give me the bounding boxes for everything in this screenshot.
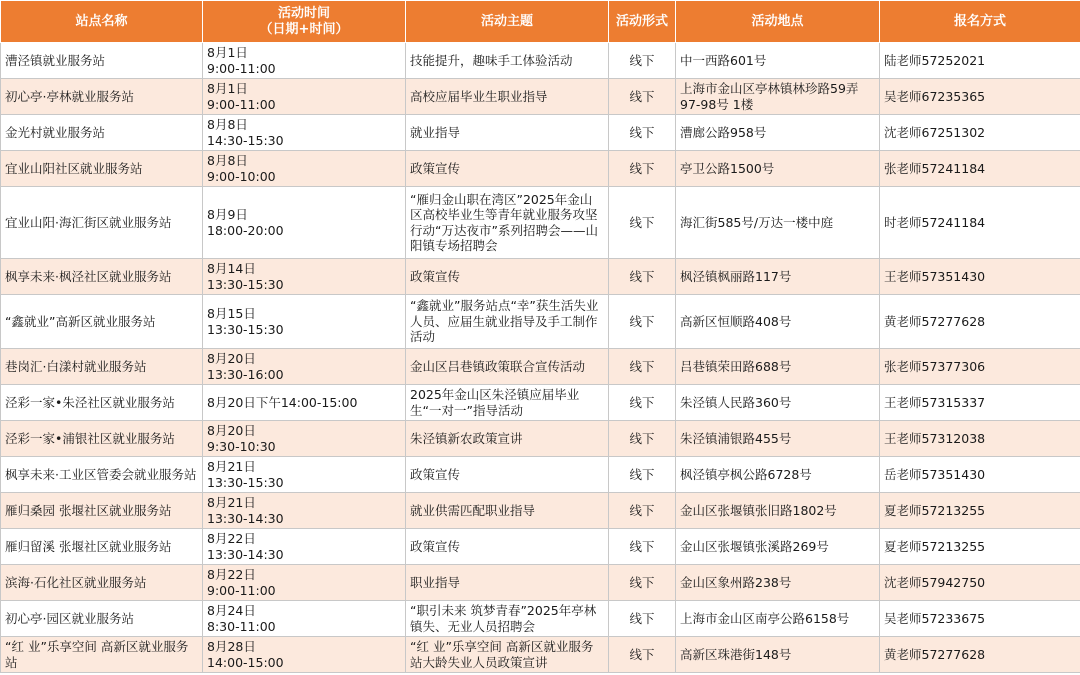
table-row xyxy=(1,565,1080,601)
registration-cell: 王老师57315337 xyxy=(880,385,1080,421)
table-row xyxy=(1,385,1080,421)
activity-location-cell: 吕巷镇荣田路688号 xyxy=(676,349,880,385)
activity-theme-cell: 就业供需匹配职业指导 xyxy=(406,493,609,529)
activity-time-cell: 8月20日 9:30-10:30 xyxy=(203,421,406,457)
station-name-cell: 雁归桑园 张堰社区就业服务站 xyxy=(1,493,203,529)
table-row xyxy=(1,637,1080,673)
activity-time-cell: 8月24日 8:30-11:00 xyxy=(203,601,406,637)
activity-location-cell: 金山区张堰镇张溪路269号 xyxy=(676,529,880,565)
station-name-cell: 枫享未来·工业区管委会就业服务站 xyxy=(1,457,203,493)
activity-location-cell: 海汇街585号/万达一楼中庭 xyxy=(676,187,880,259)
activity-time-cell: 8月8日 14:30-15:30 xyxy=(203,115,406,151)
station-name-cell: 宜业山阳·海汇街区就业服务站 xyxy=(1,187,203,259)
activity-time-cell: 8月14日 13:30-15:30 xyxy=(203,259,406,295)
activity-location-cell: 上海市金山区南亭公路6158号 xyxy=(676,601,880,637)
registration-cell: 吴老师57233675 xyxy=(880,601,1080,637)
activity-format-cell: 线下 xyxy=(609,385,676,421)
activity-format-cell: 线下 xyxy=(609,637,676,673)
registration-cell: 吴老师67235365 xyxy=(880,79,1080,115)
activity-theme-cell: 金山区吕巷镇政策联合宣传活动 xyxy=(406,349,609,385)
station-name-cell: 枫享未来·枫泾社区就业服务站 xyxy=(1,259,203,295)
table-row xyxy=(1,493,1080,529)
header-activity-theme: 活动主题 xyxy=(406,1,609,43)
station-name-cell: 滨海·石化社区就业服务站 xyxy=(1,565,203,601)
activity-format-cell: 线下 xyxy=(609,259,676,295)
activity-format-cell: 线下 xyxy=(609,43,676,79)
activity-format-cell: 线下 xyxy=(609,457,676,493)
activity-format-cell: 线下 xyxy=(609,529,676,565)
registration-cell: 张老师57241184 xyxy=(880,151,1080,187)
registration-cell: 夏老师57213255 xyxy=(880,493,1080,529)
registration-cell: 王老师57312038 xyxy=(880,421,1080,457)
activity-location-cell: 高新区珠港街148号 xyxy=(676,637,880,673)
activity-theme-cell: “职引未来 筑梦青春”2025年亭林镇失、无业人员招聘会 xyxy=(406,601,609,637)
activity-time-cell: 8月21日 13:30-15:30 xyxy=(203,457,406,493)
station-name-cell: 泾彩一家•朱泾社区就业服务站 xyxy=(1,385,203,421)
activity-location-cell: 高新区恒顺路408号 xyxy=(676,295,880,349)
activity-location-cell: 金山区象州路238号 xyxy=(676,565,880,601)
header-activity-time: 活动时间 （日期+时间） xyxy=(203,1,406,43)
activity-time-cell: 8月8日 9:00-10:00 xyxy=(203,151,406,187)
registration-cell: 张老师57377306 xyxy=(880,349,1080,385)
registration-cell: 沈老师57942750 xyxy=(880,565,1080,601)
activity-time-cell: 8月15日 13:30-15:30 xyxy=(203,295,406,349)
activity-time-cell: 8月22日 13:30-14:30 xyxy=(203,529,406,565)
station-name-cell: 泾彩一家•浦银社区就业服务站 xyxy=(1,421,203,457)
activity-location-cell: 朱泾镇浦银路455号 xyxy=(676,421,880,457)
activity-theme-cell: 2025年金山区朱泾镇应届毕业生“一对一”指导活动 xyxy=(406,385,609,421)
table-header-row xyxy=(1,1,1080,43)
table-body xyxy=(1,43,1080,673)
activity-location-cell: 亭卫公路1500号 xyxy=(676,151,880,187)
activity-format-cell: 线下 xyxy=(609,421,676,457)
activity-time-cell: 8月22日 9:00-11:00 xyxy=(203,565,406,601)
activity-format-cell: 线下 xyxy=(609,295,676,349)
table-row xyxy=(1,421,1080,457)
activity-format-cell: 线下 xyxy=(609,187,676,259)
table-row xyxy=(1,151,1080,187)
registration-cell: 沈老师67251302 xyxy=(880,115,1080,151)
activity-location-cell: 上海市金山区亭林镇林珍路59弄97-98号 1楼 xyxy=(676,79,880,115)
activity-theme-cell: “雁归金山职在湾区”2025年金山区高校毕业生等青年就业服务攻坚行动“万达夜市”系列招聘会——山阳镇专场招聘会 xyxy=(406,187,609,259)
activity-time-cell: 8月21日 13:30-14:30 xyxy=(203,493,406,529)
header-activity-format: 活动形式 xyxy=(609,1,676,43)
activity-theme-cell: 高校应届毕业生职业指导 xyxy=(406,79,609,115)
activity-theme-cell: 技能提升，趣味手工体验活动 xyxy=(406,43,609,79)
activity-theme-cell: 职业指导 xyxy=(406,565,609,601)
activity-format-cell: 线下 xyxy=(609,601,676,637)
activity-location-cell: 枫泾镇枫丽路117号 xyxy=(676,259,880,295)
station-name-cell: 雁归留溪 张堰社区就业服务站 xyxy=(1,529,203,565)
table-row xyxy=(1,43,1080,79)
registration-cell: 岳老师57351430 xyxy=(880,457,1080,493)
activity-format-cell: 线下 xyxy=(609,349,676,385)
activity-time-cell: 8月28日 14:00-15:00 xyxy=(203,637,406,673)
table-row xyxy=(1,349,1080,385)
activity-time-cell: 8月9日 18:00-20:00 xyxy=(203,187,406,259)
activity-location-cell: 枫泾镇亭枫公路6728号 xyxy=(676,457,880,493)
activity-format-cell: 线下 xyxy=(609,151,676,187)
registration-cell: 陆老师57252021 xyxy=(880,43,1080,79)
activity-location-cell: 朱泾镇人民路360号 xyxy=(676,385,880,421)
activity-format-cell: 线下 xyxy=(609,79,676,115)
header-station-name: 站点名称 xyxy=(1,1,203,43)
activity-format-cell: 线下 xyxy=(609,115,676,151)
station-name-cell: 初心亭·园区就业服务站 xyxy=(1,601,203,637)
table-row xyxy=(1,601,1080,637)
station-name-cell: 漕泾镇就业服务站 xyxy=(1,43,203,79)
station-name-cell: “红 业”乐享空间 高新区就业服务站 xyxy=(1,637,203,673)
activity-location-cell: 金山区张堰镇张旧路1802号 xyxy=(676,493,880,529)
activity-time-cell: 8月1日 9:00-11:00 xyxy=(203,79,406,115)
activity-time-cell: 8月1日 9:00-11:00 xyxy=(203,43,406,79)
registration-cell: 黄老师57277628 xyxy=(880,637,1080,673)
activity-format-cell: 线下 xyxy=(609,493,676,529)
table-row xyxy=(1,295,1080,349)
registration-cell: 时老师57241184 xyxy=(880,187,1080,259)
registration-cell: 王老师57351430 xyxy=(880,259,1080,295)
header-activity-location: 活动地点 xyxy=(676,1,880,43)
station-name-cell: “鑫就业”高新区就业服务站 xyxy=(1,295,203,349)
registration-cell: 黄老师57277628 xyxy=(880,295,1080,349)
station-name-cell: 金光村就业服务站 xyxy=(1,115,203,151)
table-row xyxy=(1,115,1080,151)
activity-theme-cell: “红 业”乐享空间 高新区就业服务站大龄失业人员政策宣讲 xyxy=(406,637,609,673)
table-row xyxy=(1,457,1080,493)
header-registration: 报名方式 xyxy=(880,1,1080,43)
activity-format-cell: 线下 xyxy=(609,565,676,601)
activity-theme-cell: 政策宣传 xyxy=(406,259,609,295)
activity-time-cell: 8月20日下午14:00-15:00 xyxy=(203,385,406,421)
activity-theme-cell: 朱泾镇新农政策宣讲 xyxy=(406,421,609,457)
table-row xyxy=(1,529,1080,565)
table-row xyxy=(1,79,1080,115)
station-name-cell: 宜业山阳社区就业服务站 xyxy=(1,151,203,187)
table-row xyxy=(1,259,1080,295)
activity-location-cell: 漕廊公路958号 xyxy=(676,115,880,151)
activity-time-cell: 8月20日 13:30-16:00 xyxy=(203,349,406,385)
station-name-cell: 初心亭·亭林就业服务站 xyxy=(1,79,203,115)
activity-location-cell: 中一西路601号 xyxy=(676,43,880,79)
activity-theme-cell: 政策宣传 xyxy=(406,151,609,187)
activity-theme-cell: 政策宣传 xyxy=(406,529,609,565)
table-row xyxy=(1,187,1080,259)
registration-cell: 夏老师57213255 xyxy=(880,529,1080,565)
station-name-cell: 巷岗汇·白漾村就业服务站 xyxy=(1,349,203,385)
activity-theme-cell: 政策宣传 xyxy=(406,457,609,493)
activity-theme-cell: 就业指导 xyxy=(406,115,609,151)
activity-theme-cell: “鑫就业”服务站点“幸”获生活失业人员、应届生就业指导及手工制作活动 xyxy=(406,295,609,349)
